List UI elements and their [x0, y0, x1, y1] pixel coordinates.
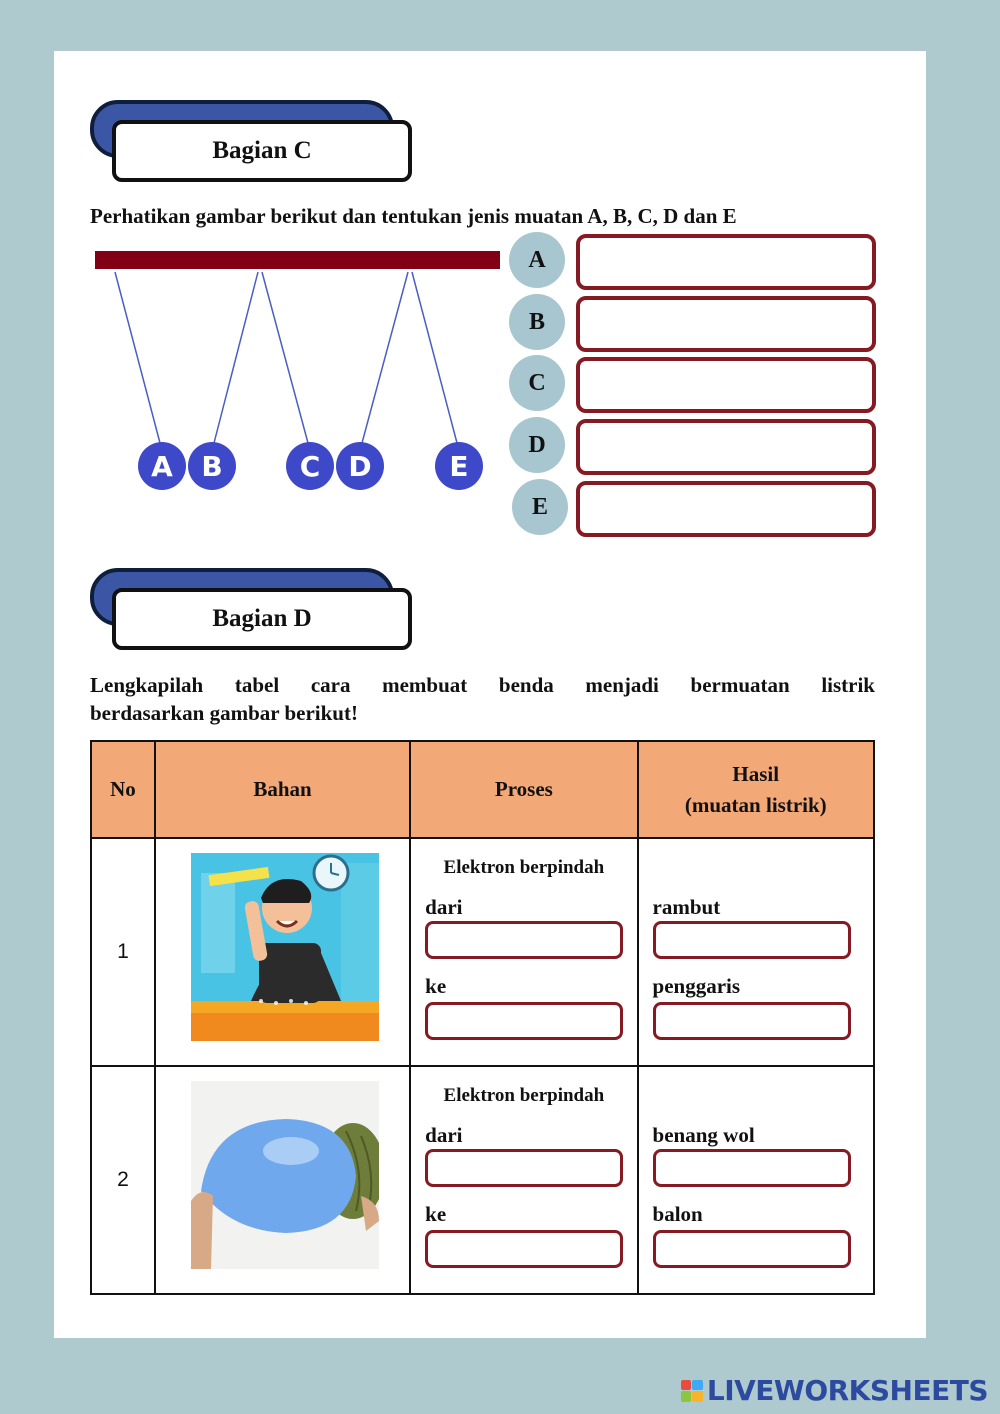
answer-label-d: D	[509, 417, 565, 473]
input-ke-2[interactable]	[425, 1230, 623, 1268]
section-d-instruction-line1: Lengkapilah tabel cara membuat benda menjadi bermuatan listrik	[90, 673, 875, 697]
boy-ruler-hair-image	[191, 853, 379, 1041]
answer-input-e[interactable]	[576, 481, 876, 537]
table-row	[91, 1066, 874, 1294]
bahan-cell	[155, 838, 410, 1066]
answer-input-d[interactable]	[576, 419, 876, 475]
charge-ball-d: D	[336, 442, 384, 490]
input-dari-1[interactable]	[425, 921, 623, 959]
input-ke-1[interactable]	[425, 1002, 623, 1040]
input-hasil-a-1[interactable]	[653, 921, 851, 959]
string-e	[412, 272, 457, 443]
label-hasil-a: benang wol	[652, 1123, 755, 1147]
label-ke: ke	[425, 974, 447, 998]
liveworksheets-logo-icon	[681, 1380, 703, 1402]
section-c-instruction: Perhatikan gambar berikut dan tentukan jenis muatan A, B, C, D dan E	[90, 204, 737, 228]
charge-ball-e: E	[435, 442, 483, 490]
header-no: No	[91, 741, 155, 838]
answer-input-a[interactable]	[576, 234, 876, 290]
label-dari: dari	[425, 895, 463, 919]
row-number: 2	[91, 1066, 155, 1294]
label-hasil-b: balon	[652, 1202, 703, 1226]
section-d-tab	[54, 568, 384, 658]
label-ke: ke	[425, 1202, 447, 1226]
input-hasil-b-1[interactable]	[653, 1002, 851, 1040]
section-d-instruction-line2: berdasarkan gambar berikut!	[90, 701, 358, 725]
proses-heading: Elektron berpindah	[443, 1085, 605, 1106]
header-bahan: Bahan	[155, 741, 410, 838]
table-row	[91, 838, 874, 1066]
section-c-title: Bagian C	[112, 120, 412, 182]
header-hasil	[638, 741, 874, 838]
string-c	[262, 272, 308, 443]
header-hasil-line1: Hasil	[732, 761, 780, 786]
proses-heading: Elektron berpindah	[443, 857, 605, 878]
answer-label-b: B	[509, 294, 565, 350]
string-b	[214, 272, 258, 443]
bahan-cell	[155, 1066, 410, 1294]
header-proses: Proses	[410, 741, 637, 838]
answer-label-a: A	[509, 232, 565, 288]
row-number: 1	[91, 838, 155, 1066]
table-header-row	[91, 741, 874, 838]
liveworksheets-brand	[681, 1374, 988, 1407]
section-d-title: Bagian D	[112, 588, 412, 650]
answer-input-c[interactable]	[576, 357, 876, 413]
proses-cell	[410, 1066, 637, 1294]
brand-name: LIVEWORKSHEETS	[706, 1374, 988, 1407]
hasil-cell	[638, 1066, 874, 1294]
answer-label-e: E	[512, 479, 568, 535]
charge-ball-b: B	[188, 442, 236, 490]
charge-ball-c: C	[286, 442, 334, 490]
hasil-cell	[638, 838, 874, 1066]
string-d	[362, 272, 408, 443]
charging-table	[90, 740, 875, 1295]
input-hasil-b-2[interactable]	[653, 1230, 851, 1268]
label-hasil-b: penggaris	[652, 974, 741, 998]
charge-ball-a: A	[138, 442, 186, 490]
proses-cell	[410, 838, 637, 1066]
balloon-wool-image	[191, 1081, 379, 1269]
label-dari: dari	[425, 1123, 463, 1147]
answer-input-b[interactable]	[576, 296, 876, 352]
string-a	[115, 272, 160, 443]
header-hasil-line2: (muatan listrik)	[684, 792, 827, 817]
label-hasil-a: rambut	[652, 895, 721, 919]
answer-label-c: C	[509, 355, 565, 411]
input-hasil-a-2[interactable]	[653, 1149, 851, 1187]
input-dari-2[interactable]	[425, 1149, 623, 1187]
